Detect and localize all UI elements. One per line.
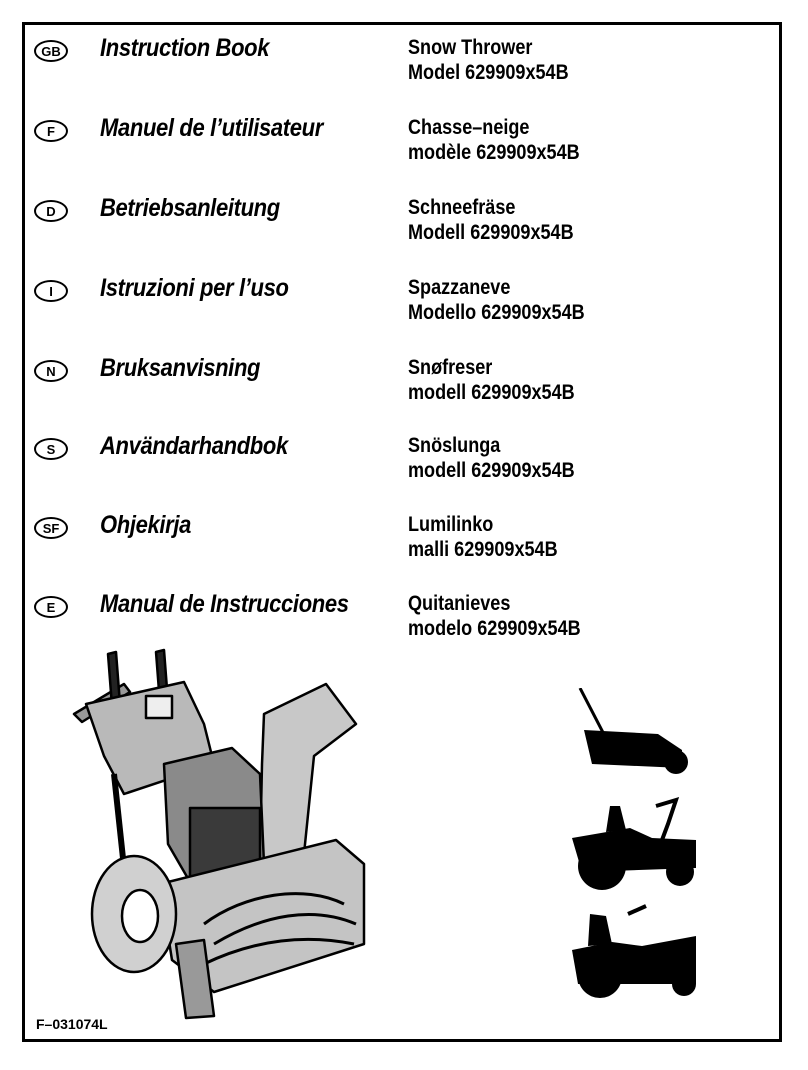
document-code: F–031074L [36,1016,108,1032]
lawn-mower-icon [580,688,688,774]
language-code-badge: GB [34,40,68,62]
book-title: Manual de Instrucciones [100,590,349,618]
product-info [408,591,581,641]
book-title: Manuel de l’utilisateur [100,114,323,142]
snow-thrower-illustration [64,644,384,1020]
product-info [408,35,569,85]
book-title: Ohjekirja [100,511,191,539]
product-name: Chasse–neige [408,116,530,139]
product-info [408,355,575,405]
product-name: Lumilinko [408,513,494,536]
garden-tractor-icon [572,800,696,890]
language-row-n [34,354,754,418]
language-code-badge: I [34,280,68,302]
product-name: Schneefräse [408,196,516,219]
language-row-s [34,432,754,496]
product-info [408,195,574,245]
model-number: Modell 629909x54B [408,221,574,244]
language-row-i [34,274,754,338]
language-row-f [34,114,754,178]
language-row-sf [34,511,754,575]
product-name: Snöslunga [408,434,501,457]
model-number: modell 629909x54B [408,381,575,404]
product-info [408,512,558,562]
model-number: malli 629909x54B [408,538,558,561]
book-title: Istruzioni per l’uso [100,274,289,302]
book-title: Bruksanvisning [100,354,261,382]
model-number: Model 629909x54B [408,61,569,84]
book-title: Betriebsanleitung [100,194,280,222]
language-code-badge: E [34,596,68,618]
model-number: Modello 629909x54B [408,301,585,324]
product-name: Quitanieves [408,592,511,615]
product-name: Snøfreser [408,356,493,379]
language-code-badge: N [34,360,68,382]
model-number: modèle 629909x54B [408,141,580,164]
language-code-badge: F [34,120,68,142]
riding-mower-icon [572,906,696,998]
language-code-badge: SF [34,517,68,539]
language-row-gb [34,34,754,98]
book-title: Instruction Book [100,34,270,62]
product-name: Snow Thrower [408,36,533,59]
model-number: modelo 629909x54B [408,617,581,640]
product-info [408,275,585,325]
book-title: Användarhandbok [100,432,288,460]
product-info [408,115,580,165]
product-name: Spazzaneve [408,276,511,299]
language-code-badge: D [34,200,68,222]
machine-type-icons [572,688,702,998]
product-info [408,433,575,483]
model-number: modell 629909x54B [408,459,575,482]
language-code-badge: S [34,438,68,460]
language-row-d [34,194,754,258]
